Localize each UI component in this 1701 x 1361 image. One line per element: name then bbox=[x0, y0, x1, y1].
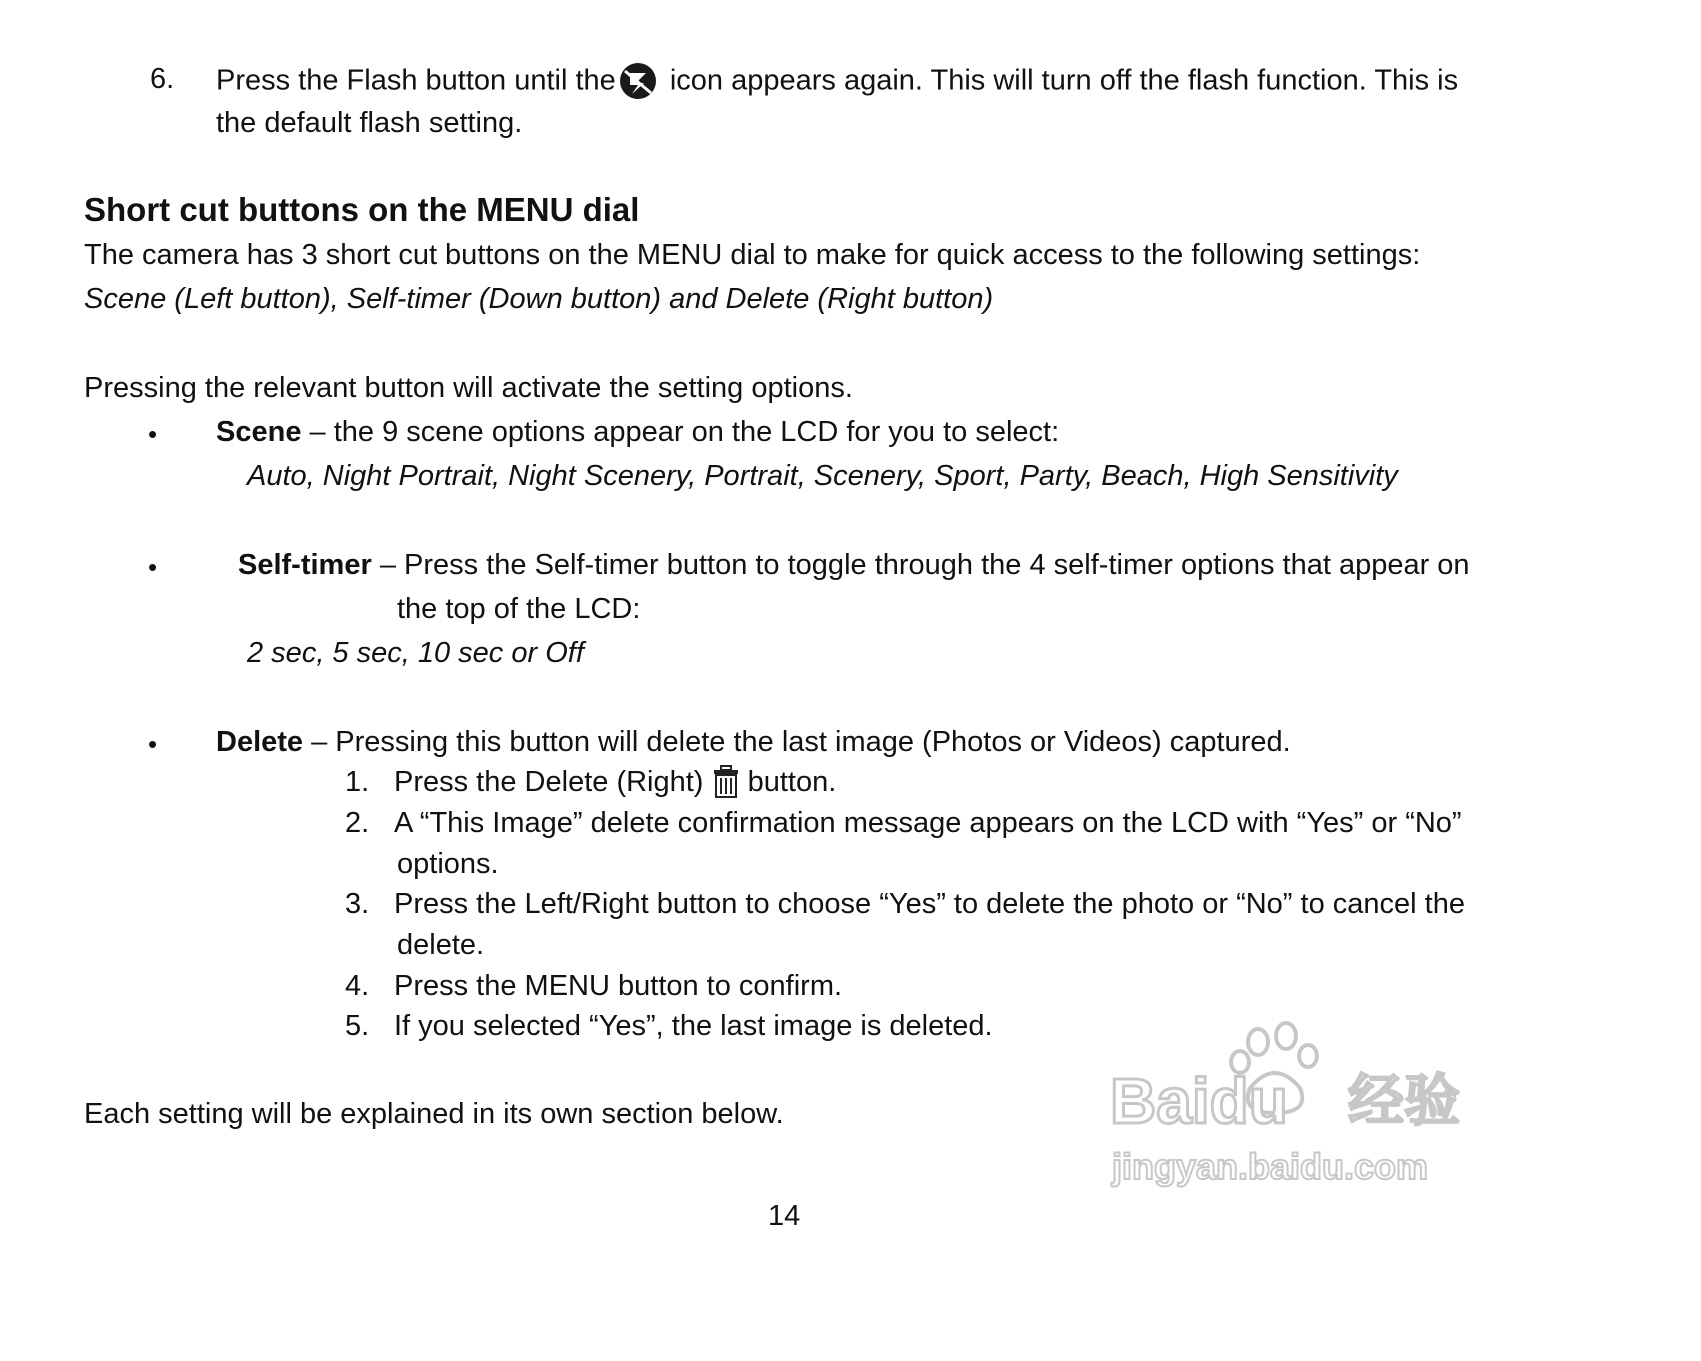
intro-line1: The camera has 3 short cut buttons on the MENU dial to make for quick access to the following settings: bbox=[84, 239, 1421, 271]
delete-step-1 bbox=[394, 765, 836, 801]
watermark-logo-cn: 经验 bbox=[1348, 1069, 1460, 1134]
pressing-text: Pressing the relevant button will activate the setting options. bbox=[84, 372, 853, 404]
step-6-text-after: icon appears again. This will turn off the flash function. This is bbox=[661, 64, 1459, 97]
section-heading: Short cut buttons on the MENU dial bbox=[84, 191, 640, 228]
delete-step-4: Press the MENU button to confirm. bbox=[394, 970, 843, 1002]
delete-step-5-number: 5. bbox=[345, 1010, 370, 1042]
selftimer-line bbox=[238, 548, 1470, 582]
flash-off-icon bbox=[616, 62, 662, 102]
delete-step-2-line1: A “This Image” delete confirmation message appears on the LCD with “Yes” or “No” bbox=[394, 807, 1462, 839]
bullet-delete-dot: • bbox=[148, 729, 158, 759]
delete-step-1-before: Press the Delete (Right) bbox=[394, 766, 712, 798]
delete-step-4-number: 4. bbox=[345, 970, 370, 1002]
step-6-text-before: Press the Flash button until the bbox=[216, 64, 616, 97]
baidu-watermark bbox=[1110, 1018, 1490, 1198]
watermark-url: jingyan.baidu.com bbox=[1112, 1146, 1429, 1187]
step-6-line1 bbox=[216, 62, 1458, 102]
bullet-selftimer-dot: • bbox=[148, 552, 158, 582]
intro-line2: Scene (Left button), Self-timer (Down button) and Delete (Right button) bbox=[84, 283, 994, 315]
delete-step-3-line2: delete. bbox=[397, 929, 485, 961]
selftimer-label: Self-timer bbox=[238, 549, 372, 581]
delete-step-3-number: 3. bbox=[345, 888, 370, 920]
selftimer-options: 2 sec, 5 sec, 10 sec or Off bbox=[247, 637, 584, 669]
step-6-number: 6. bbox=[150, 63, 175, 95]
delete-step-5: If you selected “Yes”, the last image is deleted. bbox=[394, 1010, 993, 1042]
scene-label: Scene bbox=[216, 416, 302, 448]
scene-line bbox=[216, 415, 1059, 449]
delete-step-1-after: button. bbox=[739, 766, 837, 798]
closing-text: Each setting will be explained in its own section below. bbox=[84, 1098, 784, 1130]
watermark-logo-text: Baidu bbox=[1110, 1065, 1288, 1137]
page-number: 14 bbox=[768, 1200, 801, 1232]
scene-text: – the 9 scene options appear on the LCD for you to select: bbox=[301, 416, 1060, 448]
delete-step-2-number: 2. bbox=[345, 807, 370, 839]
scene-options: Auto, Night Portrait, Night Scenery, Portrait, Scenery, Sport, Party, Beach, High Sensitivity bbox=[247, 460, 1398, 492]
delete-label: Delete bbox=[216, 726, 304, 758]
delete-step-3-line1: Press the Left/Right button to choose “Yes” to delete the photo or “No” to cancel the bbox=[394, 888, 1465, 920]
trash-icon bbox=[712, 765, 740, 801]
delete-step-1-number: 1. bbox=[345, 766, 370, 798]
selftimer-text: – Press the Self-timer button to toggle through the 4 self-timer options that appear on bbox=[371, 549, 1470, 581]
delete-line bbox=[216, 725, 1291, 759]
bullet-scene-dot: • bbox=[148, 419, 158, 449]
selftimer-line2: the top of the LCD: bbox=[397, 593, 641, 625]
delete-step-2-line2: options. bbox=[397, 848, 499, 880]
delete-text: – Pressing this button will delete the last image (Photos or Videos) captured. bbox=[303, 726, 1291, 758]
step-6-line2: the default flash setting. bbox=[216, 107, 523, 139]
